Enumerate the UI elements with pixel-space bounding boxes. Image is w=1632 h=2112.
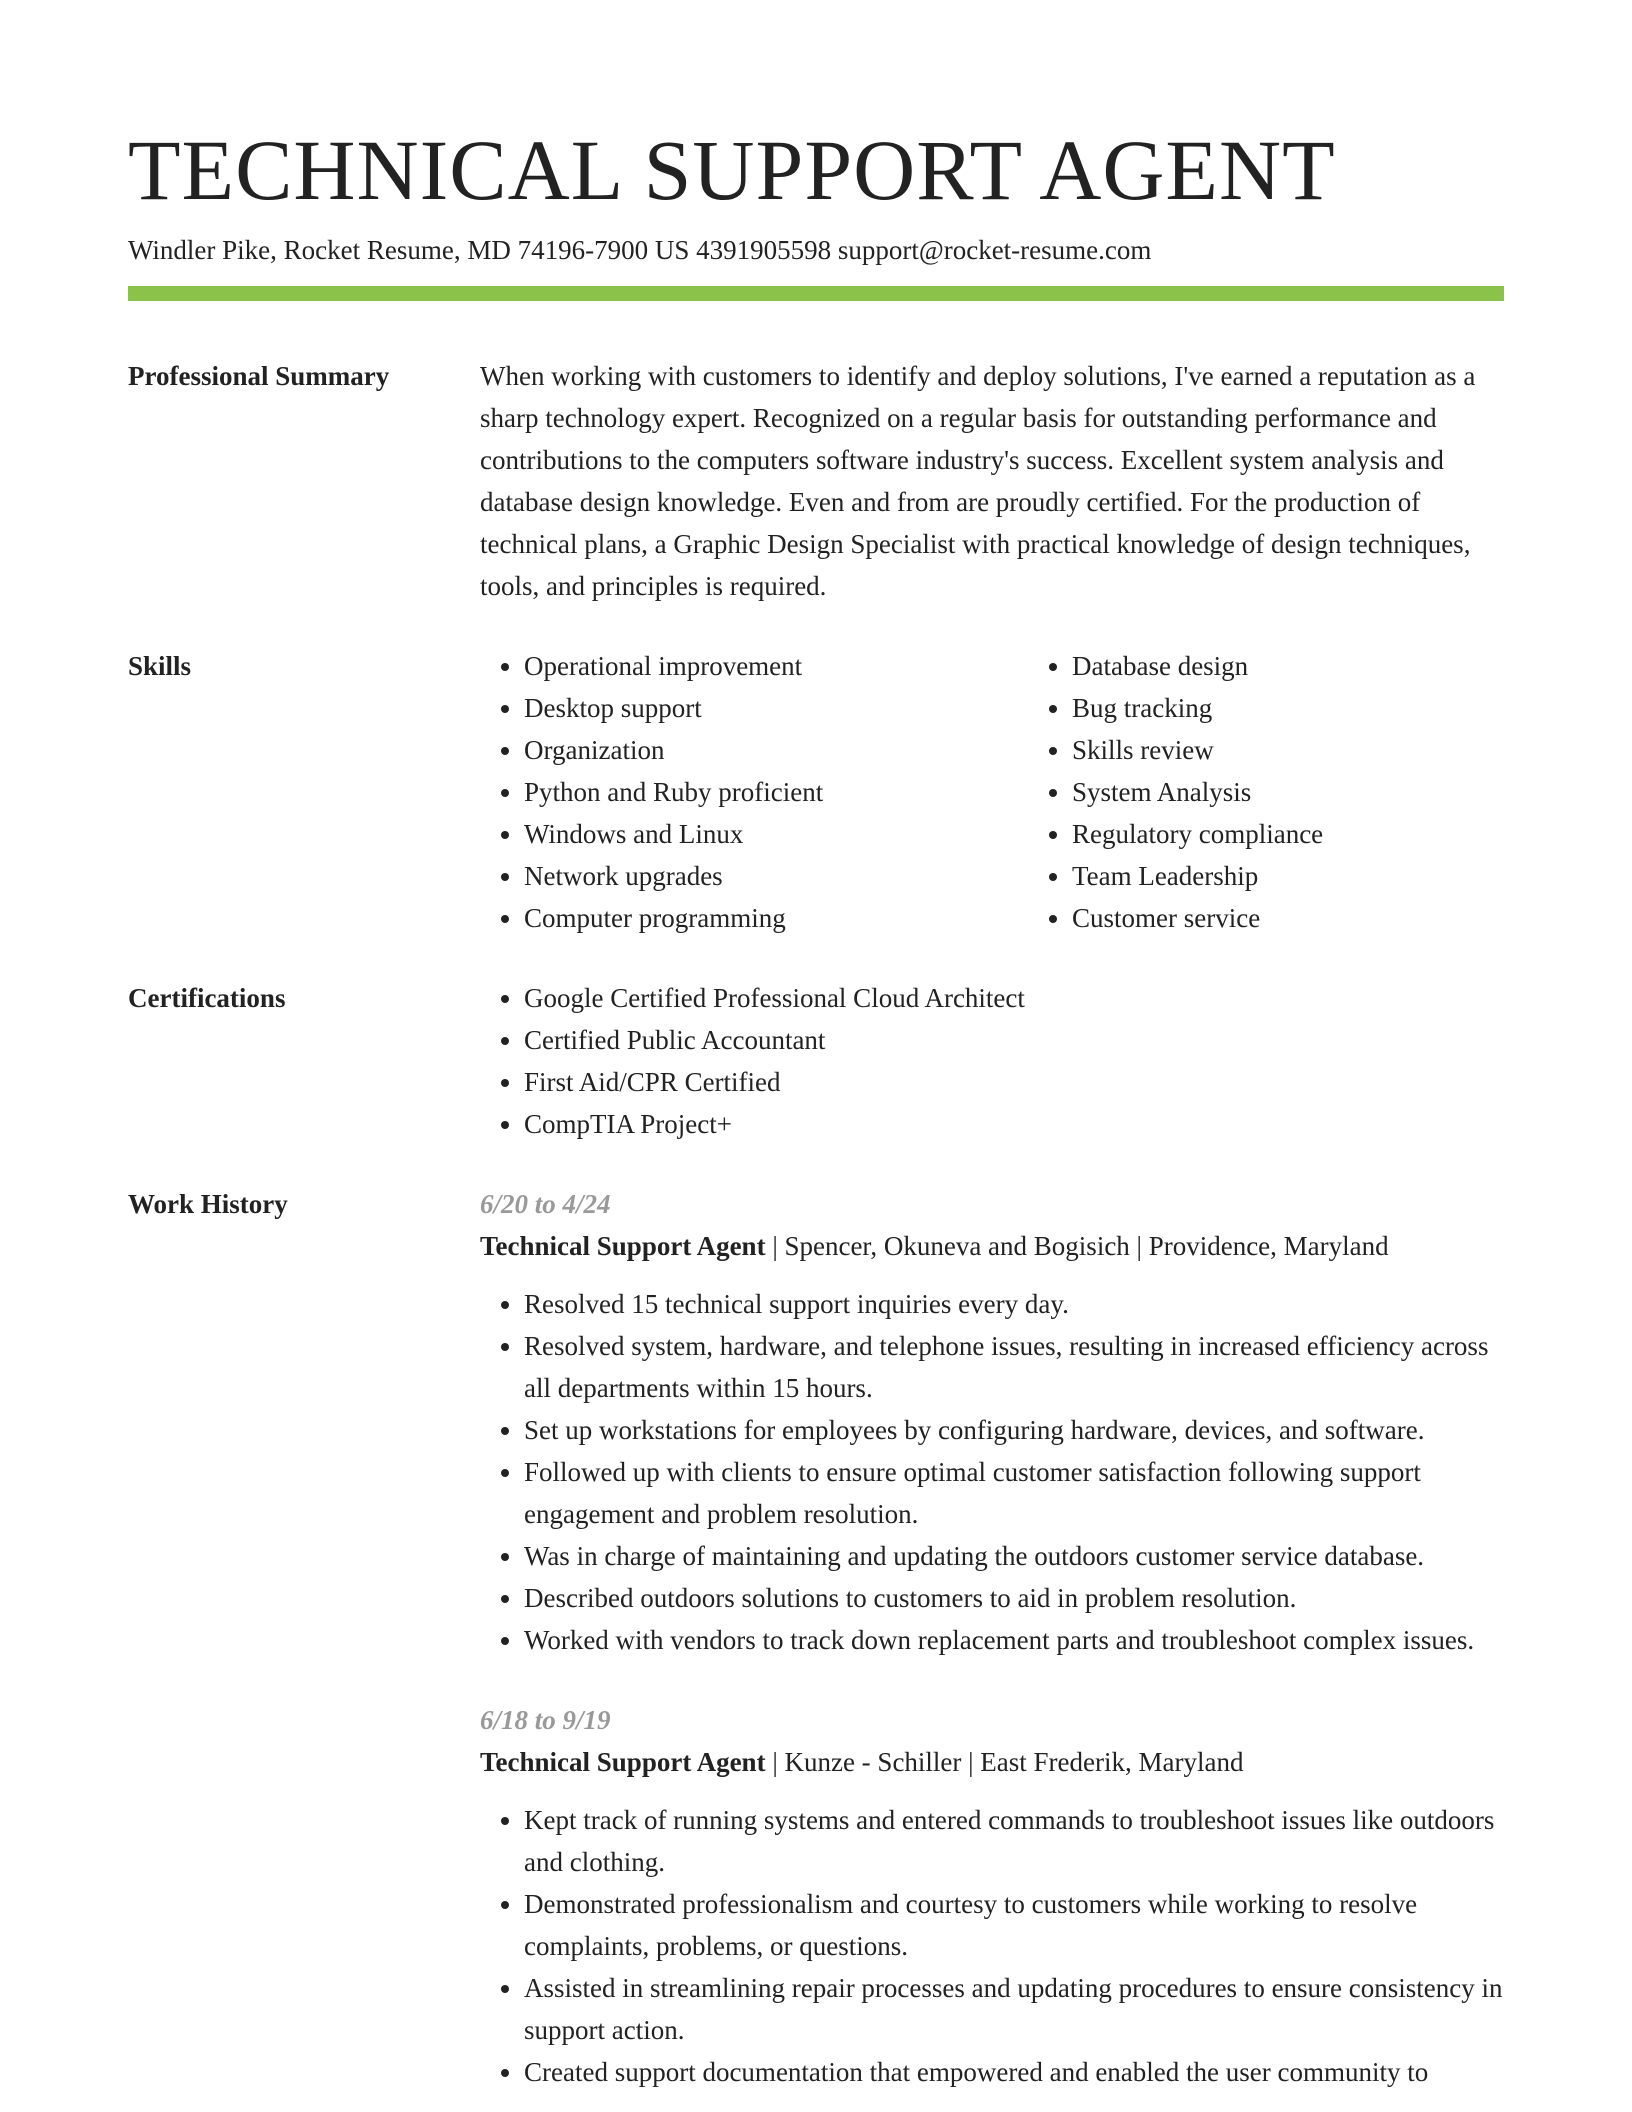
skills-list-left [480, 645, 1028, 939]
job-bullet: • Resolved 15 technical support inquiries every day. [524, 1283, 1504, 1325]
skill-item: • Operational improvement [524, 645, 1028, 687]
job-bullet: • Worked with vendors to track down replacement parts and troubleshoot complex issues. [524, 1619, 1504, 1661]
certifications-label: Certifications [128, 983, 286, 1013]
job-bullet: • Described outdoors solutions to customers to aid in problem resolution. [524, 1577, 1504, 1619]
job-title: Technical Support Agent [480, 1747, 766, 1777]
skill-item: • Computer programming [524, 897, 1028, 939]
job-heading [480, 1741, 1504, 1783]
job-bullet: • Set up workstations for employees by configuring hardware, devices, and software. [524, 1409, 1504, 1451]
job-details: | Spencer, Okuneva and Bogisich | Providence, Maryland [765, 1231, 1389, 1261]
job-dates: 6/18 to 9/19 [480, 1705, 611, 1735]
work-history-section [128, 1183, 1504, 2093]
skills-label: Skills [128, 651, 192, 681]
job-bullet: • Assisted in streamlining repair processes and updating procedures to ensure consistency in support action. [524, 1967, 1504, 2051]
summary-label: Professional Summary [128, 361, 390, 391]
skill-item: • Customer service [1072, 897, 1504, 939]
job-bullets [480, 1799, 1504, 2093]
certification-item: • Certified Public Accountant [524, 1019, 1504, 1061]
skill-item: • Network upgrades [524, 855, 1028, 897]
contact-line [128, 232, 1504, 268]
job-entry [480, 1183, 1504, 1661]
skills-list-right [1028, 645, 1504, 939]
resume-name: TECHNICAL SUPPORT AGENT [128, 122, 1336, 218]
job-bullet: • Created support documentation that empowered and enabled the user community to [524, 2051, 1504, 2093]
skill-item: • Database design [1072, 645, 1504, 687]
certifications-list [480, 977, 1504, 1145]
job-bullet: • Resolved system, hardware, and telephone issues, resulting in increased efficiency across all departments within 15 hours. [524, 1325, 1504, 1409]
certification-item: • Google Certified Professional Cloud Architect [524, 977, 1504, 1019]
skill-item: • Organization [524, 729, 1028, 771]
job-bullet: • Demonstrated professionalism and courtesy to customers while working to resolve complaints, problems, or questions. [524, 1883, 1504, 1967]
job-entry [480, 1699, 1504, 2093]
contact-address: Windler Pike, Rocket Resume, MD 74196-7900 US [128, 235, 690, 265]
job-bullet: • Followed up with clients to ensure optimal customer satisfaction following support engagement and problem resolution. [524, 1451, 1504, 1535]
certification-item: • CompTIA Project+ [524, 1103, 1504, 1145]
job-title: Technical Support Agent [480, 1231, 766, 1261]
job-bullet: • Was in charge of maintaining and updating the outdoors customer service database. [524, 1535, 1504, 1577]
skill-item: • Regulatory compliance [1072, 813, 1504, 855]
job-details: | Kunze - Schiller | East Frederik, Maryland [765, 1747, 1244, 1777]
skill-item: • Bug tracking [1072, 687, 1504, 729]
job-dates: 6/20 to 4/24 [480, 1189, 611, 1219]
contact-email: support@rocket-resume.com [837, 235, 1152, 265]
certification-item: • First Aid/CPR Certified [524, 1061, 1504, 1103]
skill-item: • Skills review [1072, 729, 1504, 771]
skill-item: • Desktop support [524, 687, 1028, 729]
header-divider [128, 286, 1504, 301]
skill-item: • Python and Ruby proficient [524, 771, 1028, 813]
summary-text: When working with customers to identify and deploy solutions, I've earned a reputation as a sharp technology expert. Recognized on a regular basis for outstanding performance and contributions to the computers software industry's success. Excellent system analysis and database design knowledge. Even and from are proudly certified. For the production of technical plans, a Graphic Design Specialist with practical knowledge of design techniques, tools, and principles is required. [480, 361, 1476, 601]
work-history-label: Work History [128, 1189, 288, 1219]
summary-section [128, 355, 1504, 607]
certifications-section [128, 977, 1504, 1145]
skills-section [128, 645, 1504, 939]
skill-item: • Team Leadership [1072, 855, 1504, 897]
resume-page [128, 120, 1504, 2093]
job-bullet: • Kept track of running systems and entered commands to troubleshoot issues like outdoors and clothing. [524, 1799, 1504, 1883]
skill-item: • System Analysis [1072, 771, 1504, 813]
contact-phone: 4391905598 [696, 235, 832, 265]
job-bullets [480, 1283, 1504, 1661]
skill-item: • Windows and Linux [524, 813, 1028, 855]
job-heading [480, 1225, 1504, 1267]
